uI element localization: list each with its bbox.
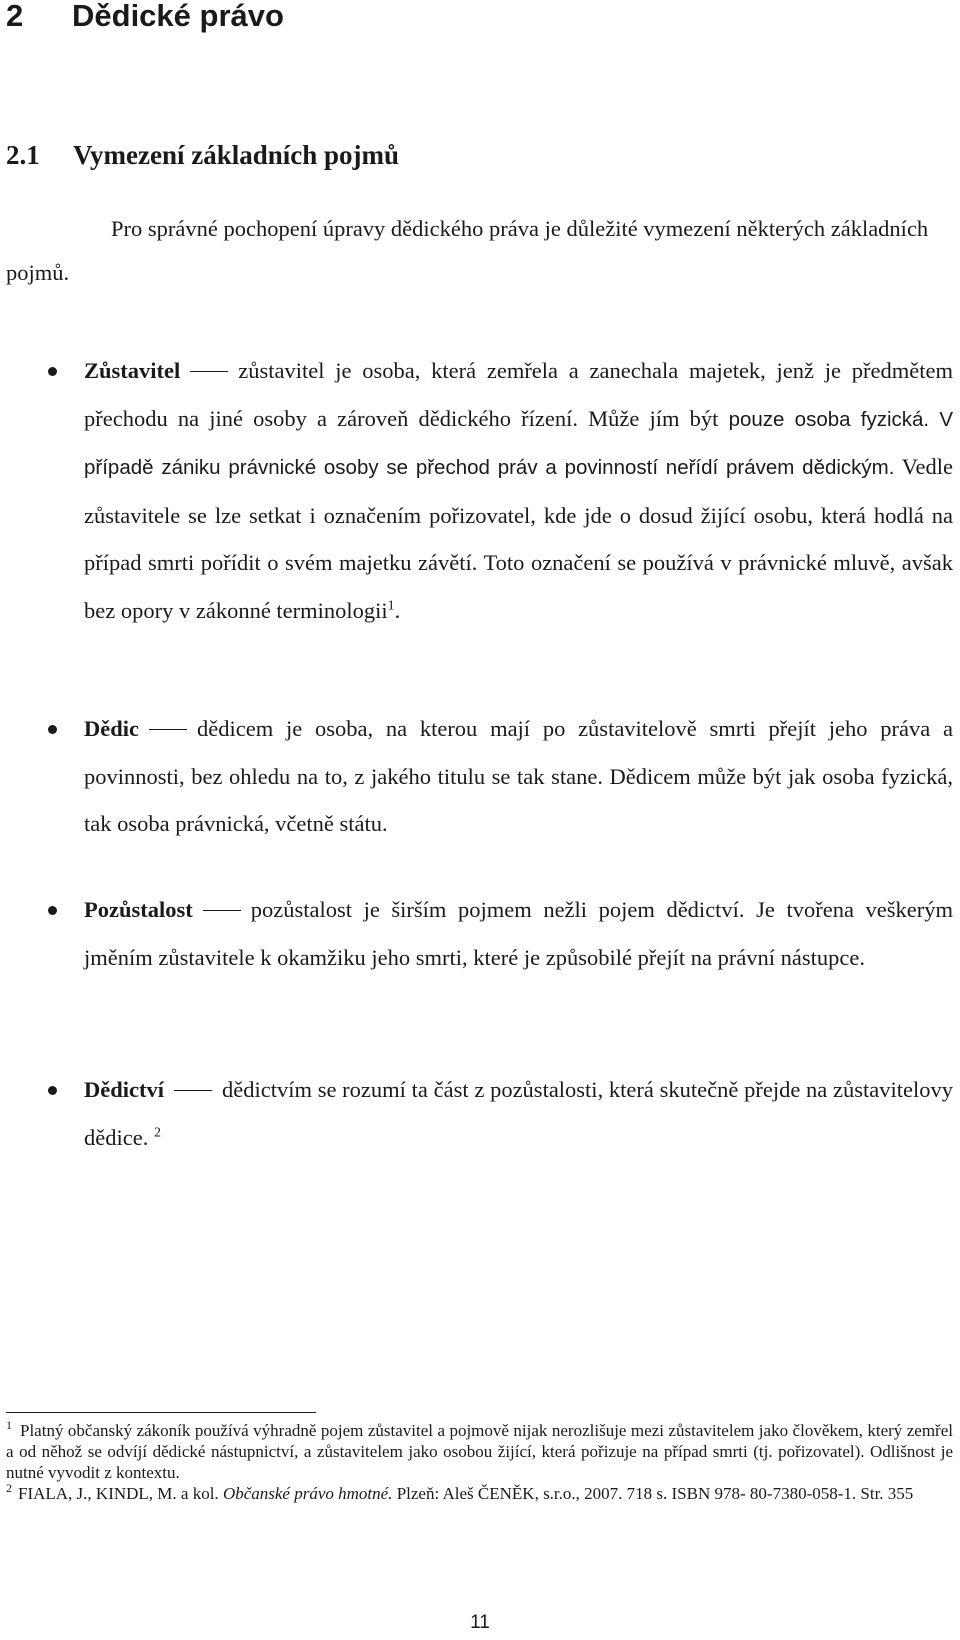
dash-separator: [203, 910, 241, 911]
definition-item-pozustalost: [84, 886, 953, 981]
chapter-title: Dědické právo: [72, 0, 284, 33]
page-number: 11: [470, 1612, 490, 1633]
footnote-2: [6, 1483, 953, 1504]
footnote-text: Platný občanský zákoník používá výhradně pojem zůstavitel a pojmově nijak nerozlišuje mezi zůstavitelem jako člověkem, který zemřel a od něhož se odvíjí dědické nástupnictví, a zůstavitelem jako osobou žijící, která pořizuje na případ smrti (tj. pořizovatel). Odlišnost je nutné vyvodit z kontextu.: [6, 1421, 953, 1482]
section-number: 2.1: [6, 140, 40, 170]
definition-term: Pozůstalost: [84, 897, 193, 922]
definition-item-dedictvi: [84, 1066, 953, 1161]
definition-text: Vedle zůstavitele se lze setkat i označením pořizovatel, kde jde o dosud žijící osobu, která hodlá na případ smrti pořídit o svém majetku závětí.: [84, 454, 954, 575]
footnote-reference[interactable]: 2: [153, 1125, 161, 1140]
bullet-icon: [48, 725, 57, 734]
dash-separator: [190, 371, 228, 372]
bullet-icon: [48, 367, 57, 376]
definition-item-dedic: [84, 705, 953, 848]
definition-term: Zůstavitel: [84, 358, 181, 383]
definition-term: Dědictví: [84, 1077, 164, 1102]
definition-item-zustavitel: Zůstavitel zůstavitel je osoba, která zemřela a zanechala majetek, jenž je předmětem přechodu na jiné osoby a zároveň dědického řízení. Může jím být pouze osoba fyzická. V případě zániku právnické osoby se přechod práv a povinností neřídí právem dědickým. Vedle zůstavitele se lze setkat i označením pořizovatel, kde jde o dosud žijící osobu, která hodlá na případ smrti pořídit o svém majetku závětí. Toto označení se používá v právnické mluvě, avšak bez opory v zákonné terminologii$^1$.: [84, 347, 953, 634]
intro-text: Pro správné pochopení úpravy dědického práva je důležité vymezení některých základních pojmů.: [6, 216, 929, 285]
footnote-number: 2: [6, 1481, 12, 1496]
footnote-separator: [6, 1412, 316, 1413]
section-heading: [6, 140, 399, 171]
definition-text: dědicem je osoba, na kterou mají po zůstavitelově smrti přejít jeho práva a povinnosti, bez ohledu na to, z jakého titulu se tak stane. Dědicem může být jak osoba fyzická, tak osoba právnická, včetně státu.: [84, 716, 953, 836]
dash-separator: [149, 729, 187, 730]
definition-text: Toto označení se používá v právnické mluvě, avšak bez opory v zákonné terminologii: [84, 550, 953, 623]
footnote-1: [6, 1420, 953, 1483]
footnote-number: 1: [6, 1418, 12, 1433]
footnote-book-title: Občanské právo hmotné.: [222, 1484, 393, 1503]
definition-text: zůstavitel je osoba, která zemřela a zanechala majetek, jenž je předmětem přechodu na jiné osoby a zároveň dědického řízení. Může jím být: [84, 358, 953, 431]
dash-separator: [174, 1090, 212, 1091]
bullet-icon: [48, 1086, 57, 1095]
footnotes: [6, 1420, 953, 1504]
footnote-reference[interactable]: 1: [387, 598, 395, 613]
section-title: Vymezení základních pojmů: [73, 140, 400, 170]
definition-text-sans: pouze osoba fyzická. V případě zániku právnické osoby se přechod práv a povinností neřídí právem dědickým.: [84, 407, 953, 479]
chapter-heading: [6, 0, 284, 34]
definition-term: Dědic: [84, 716, 139, 741]
definition-text: pozůstalost je širším pojmem nežli pojem dědictví. Je tvořena veškerým jměním zůstavitele k okamžiku jeho smrti, které je způsobilé přejít na právní nástupce.: [84, 897, 953, 970]
definition-text: dědictvím se rozumí ta část z pozůstalosti, která skutečně přejde na zůstavitelovy dědice.: [84, 1077, 953, 1150]
footnote-text: Plzeň: Aleš ČENĚK, s.r.o., 2007. 718 s. ISBN 978- 80-7380-058-1. Str. 355: [396, 1484, 914, 1503]
bullet-icon: [48, 906, 57, 915]
intro-paragraph: [6, 207, 953, 295]
footnote-text: FIALA, J., KINDL, M. a kol.: [18, 1484, 219, 1503]
chapter-number: 2: [6, 0, 24, 33]
